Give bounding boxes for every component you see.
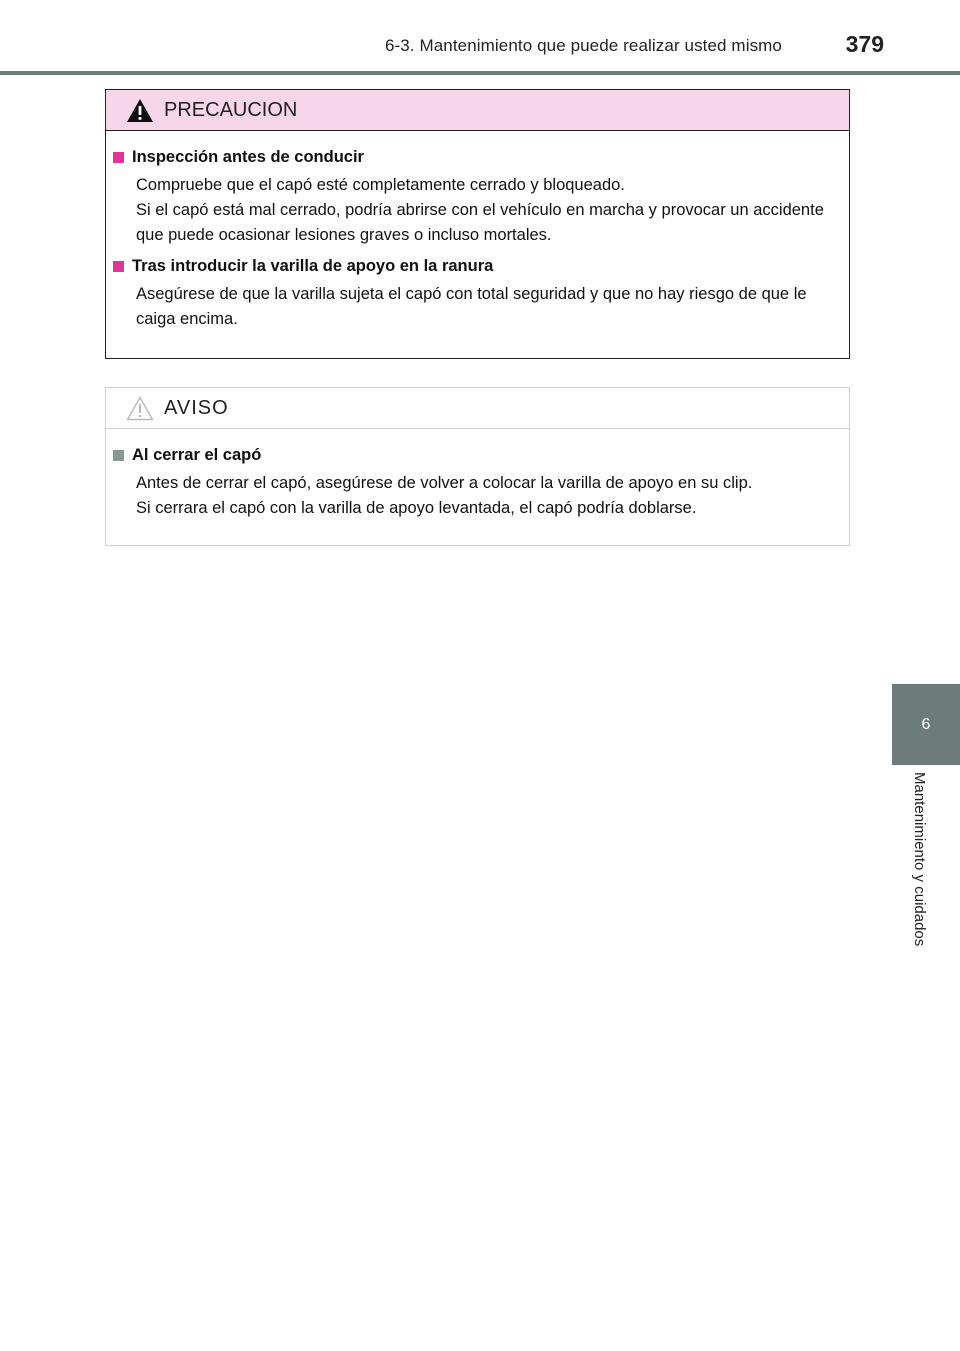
paragraph: Si el capó está mal cerrado, podría abrirse con el vehículo en marcha y provocar un accidente que puede ocasionar lesiones graves o incluso mortales. (136, 201, 824, 244)
warning-outline-icon (126, 396, 154, 421)
chapter-title: Mantenimiento y cuidados (911, 772, 928, 947)
section-title: 6-3. Mantenimiento que puede realizar usted mismo (384, 36, 782, 55)
caution-box (105, 89, 850, 359)
caution-item-text (136, 173, 835, 248)
caution-item-heading (113, 148, 835, 167)
heading-text: Inspección antes de conducir (132, 148, 364, 166)
chapter-tab (892, 684, 960, 765)
page-number: 379 (845, 31, 884, 57)
paragraph: Compruebe que el capó esté completamente cerrado y bloqueado. (136, 176, 625, 194)
caution-body (106, 131, 849, 332)
notice-item-text (136, 471, 835, 521)
notice-title: AVISO (164, 396, 229, 419)
heading-text: Tras introducir la varilla de apoyo en la ranura (132, 257, 494, 275)
square-bullet-icon (113, 261, 124, 272)
notice-body (106, 429, 849, 521)
chapter-number: 6 (921, 715, 931, 733)
notice-box (105, 387, 850, 546)
square-bullet-icon (113, 152, 124, 163)
caution-title: PRECAUCION (164, 98, 298, 121)
caution-item-heading (113, 257, 835, 276)
warning-icon (126, 98, 154, 123)
notice-item-heading (113, 446, 835, 465)
square-bullet-icon (113, 450, 124, 461)
caution-item-text (136, 282, 835, 332)
paragraph: Antes de cerrar el capó, asegúrese de volver a colocar la varilla de apoyo en su clip. (136, 474, 753, 492)
paragraph: Asegúrese de que la varilla sujeta el capó con total seguridad y que no hay riesgo de que le caiga encima. (136, 285, 807, 328)
header-rule (0, 71, 960, 75)
paragraph: Si cerrara el capó con la varilla de apoyo levantada, el capó podría doblarse. (136, 499, 697, 517)
caution-header (106, 90, 849, 131)
notice-header (106, 388, 849, 429)
heading-text: Al cerrar el capó (132, 446, 262, 464)
